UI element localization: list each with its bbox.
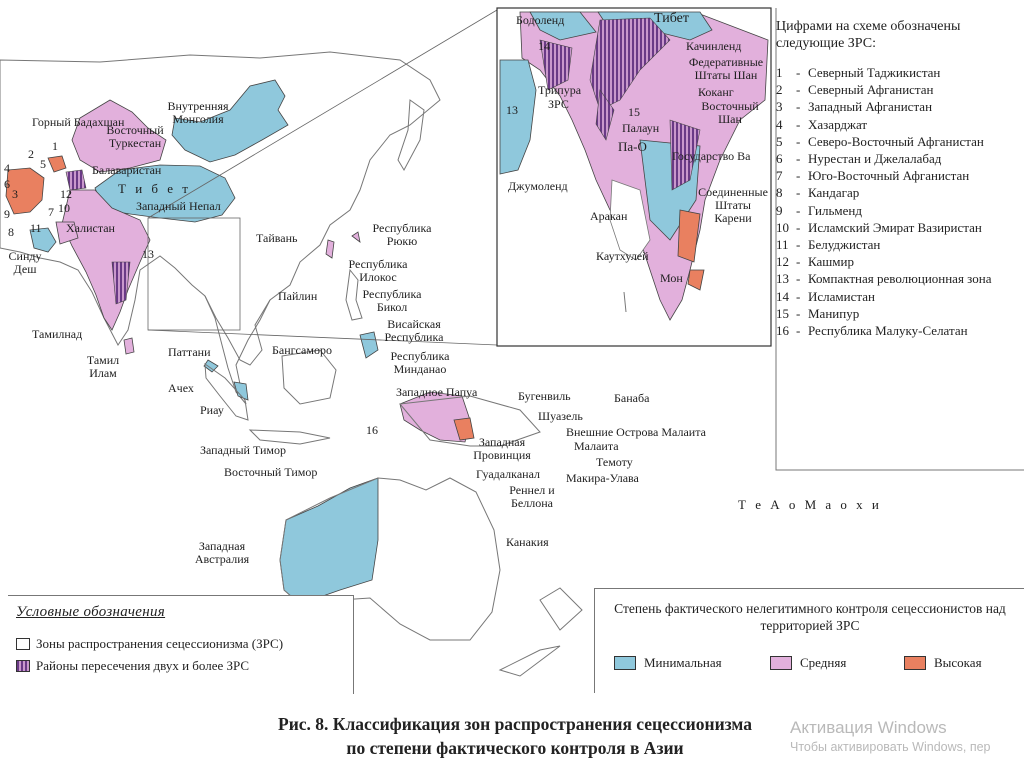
zone-legend-item xyxy=(776,253,1016,270)
label-pailin: Пайлин xyxy=(278,289,318,303)
zone-legend-name: Исламистан xyxy=(808,288,875,304)
zone-number-1: 1 xyxy=(52,139,58,153)
zone-number-10: 10 xyxy=(58,201,70,215)
control-degree-title: Степень фактического нелегитимного контроля сецессионистов над территорией ЗРС xyxy=(614,601,1006,633)
zone-legend-number: 5 xyxy=(776,133,783,149)
label-mindanao: Республика Минданао xyxy=(390,349,450,376)
label-temotu: Темоту xyxy=(596,455,633,469)
label-rennell-bellona: Реннел и Беллона xyxy=(509,483,555,510)
zone-legend-item xyxy=(776,236,1016,253)
inset-label-east-shan: Восточный Шан xyxy=(701,99,759,126)
inset-label-zrs: ЗРС xyxy=(548,97,569,111)
zone-legend-item xyxy=(776,116,1016,133)
label-tamil-ilam: Тамил Илам xyxy=(86,353,120,380)
symbol-overlap-label: Районы пересечения двух и более ЗРС xyxy=(36,658,250,673)
degree-minimal-item xyxy=(614,655,722,671)
label-west-australia: Западная Австралия xyxy=(194,539,250,566)
zone-number-3: 3 xyxy=(12,187,18,201)
zone-legend-name: Республика Малуку-Селатан xyxy=(808,323,968,339)
zone-number-8: 8 xyxy=(8,225,14,239)
zone-legend-dash: - xyxy=(796,288,801,304)
label-pattani: Паттани xyxy=(168,345,211,359)
inset-label-arakan: Аракан xyxy=(590,209,628,223)
zone-legend-dash: - xyxy=(796,185,801,201)
label-east-turkestan: Восточный Туркестан xyxy=(106,123,164,150)
label-inner-mongolia: Внутренняя Монголия xyxy=(167,99,229,126)
zone-legend-name: Компактная революционная зона xyxy=(808,271,992,287)
zone-number-12: 12 xyxy=(60,187,72,201)
symbol-overlap-row xyxy=(16,658,249,674)
label-balavaristan: Балаваристан xyxy=(92,163,162,177)
zone-legend-name: Западный Афганистан xyxy=(808,99,933,115)
zone-legend-item xyxy=(776,184,1016,201)
label-kanakia: Канакия xyxy=(506,535,549,549)
zone-legend-name: Хазарджат xyxy=(808,116,868,132)
zone-legend-name: Гильменд xyxy=(808,202,862,218)
zone-legend-number: 15 xyxy=(776,305,789,321)
label-riau: Риау xyxy=(200,403,224,417)
zone-legend-number: 3 xyxy=(776,99,783,115)
zone-legend-number: 1 xyxy=(776,65,783,80)
zone-legend-number: 4 xyxy=(776,116,783,132)
zone-legend-dash: - xyxy=(796,82,801,98)
zone-legend-dash: - xyxy=(796,237,801,253)
overlap-hatch-swatch xyxy=(16,660,30,672)
zone-legend-number: 11 xyxy=(776,237,789,253)
zone-legend-title: Цифрами на схеме обозначены следующие ЗРС: xyxy=(776,19,961,51)
zone-legend-number: 10 xyxy=(776,219,789,235)
label-west-timor: Западный Тимор xyxy=(200,443,286,457)
inset-label-pa-o: Па-О xyxy=(618,139,647,154)
degree-medium-label: Средняя xyxy=(800,655,847,670)
zone-legend-item xyxy=(776,305,1016,322)
zone-legend-item xyxy=(776,270,1016,287)
zone-legend-rows xyxy=(776,64,1016,339)
label-malaita: Малаита xyxy=(574,439,619,453)
zone-number-16: 16 xyxy=(366,423,378,437)
zone-number-2: 2 xyxy=(28,147,34,161)
zone-legend-name: Северо-Восточный Афганистан xyxy=(808,133,984,149)
label-bicol: Республика Бикол xyxy=(362,287,422,314)
degree-high-label: Высокая xyxy=(934,655,982,670)
zone-number-13-inset: 13 xyxy=(506,103,518,117)
zone-legend-number: 6 xyxy=(776,151,783,167)
degree-medium-item xyxy=(770,655,846,671)
zone-legend-number: 12 xyxy=(776,254,789,270)
inset-label-shan-states: Федеративные Штаты Шан xyxy=(688,55,764,82)
zone-number-5: 5 xyxy=(40,157,46,171)
inset-label-wa-state: Государство Ва xyxy=(672,149,751,163)
figure-caption xyxy=(190,712,840,760)
inset-label-kachinland: Качинленд xyxy=(686,39,742,53)
inset-label-tibet: Тибет xyxy=(654,11,689,26)
label-taiwan: Тайвань xyxy=(256,231,298,245)
zone-number-9: 9 xyxy=(4,207,10,221)
inset-label-bodoland: Бодоленд xyxy=(516,13,565,27)
inset-label-kokang: Коканг xyxy=(698,85,734,99)
zone-legend-number: 9 xyxy=(776,202,783,218)
degree-high-item xyxy=(904,655,982,671)
zone-legend-dash: - xyxy=(796,168,801,184)
zone-number-14: 14 xyxy=(538,39,550,53)
label-bangsamoro: Бангсаморо xyxy=(272,343,332,357)
zone-legend-dash: - xyxy=(796,133,801,149)
symbol-zones-label: Зоны распространения сецессионизма (ЗРС) xyxy=(36,636,284,651)
high-swatch xyxy=(904,656,926,670)
zone-legend-item xyxy=(776,288,1016,305)
zone-outline-swatch xyxy=(16,638,30,650)
zone-legend-name: Кандагар xyxy=(808,185,860,201)
zone-legend-dash: - xyxy=(796,65,801,80)
zone-legend-name: Нурестан и Джелалабад xyxy=(808,151,942,167)
label-khalistan: Халистан xyxy=(66,221,115,235)
zone-legend-name: Юго-Восточный Афганистан xyxy=(808,168,970,184)
zone-legend-dash: - xyxy=(796,323,801,339)
label-east-timor: Восточный Тимор xyxy=(224,465,318,479)
label-west-papua: Западное Папуа xyxy=(396,385,478,399)
zone-legend-number: 16 xyxy=(776,323,789,339)
zone-legend-item xyxy=(776,98,1016,115)
zone-legend-number: 7 xyxy=(776,168,783,184)
watermark-title: Активация Windows xyxy=(790,718,947,737)
inset-label-tripura: Трипура xyxy=(538,83,582,97)
zone-legend-name: Северный Таджикистан xyxy=(808,65,941,80)
zone-number-13: 13 xyxy=(142,247,154,261)
zone-legend-item xyxy=(776,81,1016,98)
zone-legend-dash: - xyxy=(796,219,801,235)
label-western-province: Западная Провинция xyxy=(473,435,531,462)
zone-legend-dash: - xyxy=(796,99,801,115)
zone-legend-name: Северный Афганистан xyxy=(808,82,934,98)
minimal-swatch xyxy=(614,656,636,670)
zone-legend-item xyxy=(776,167,1016,184)
label-visayas: Висайская Республика xyxy=(384,317,444,344)
zone-legend-dash: - xyxy=(796,116,801,132)
symbol-zones-row xyxy=(16,636,283,652)
zone-legend-number: 2 xyxy=(776,82,783,98)
caption-line-2: по степени фактического контроля в Азии xyxy=(346,738,684,758)
label-tamilnad: Тамилнад xyxy=(32,327,83,341)
zone-legend-name: Манипур xyxy=(808,305,860,321)
zone-legend-item xyxy=(776,322,1016,339)
label-west-nepal: Западный Непал xyxy=(136,199,221,213)
zone-number-15: 15 xyxy=(628,105,640,119)
inset-label-jumoland: Джумоленд xyxy=(508,179,568,193)
label-te-ao-maohi: Т е А о М а о х и xyxy=(738,497,882,512)
zone-legend-name: Белуджистан xyxy=(808,237,881,253)
zone-legend-item xyxy=(776,133,1016,150)
label-bougainville: Бугенвиль xyxy=(518,389,571,403)
zone-legend-list xyxy=(776,18,1016,339)
zone-legend-dash: - xyxy=(796,202,801,218)
zone-legend-item xyxy=(776,219,1016,236)
zone-legend-item xyxy=(776,150,1016,167)
medium-swatch xyxy=(770,656,792,670)
zone-number-7: 7 xyxy=(48,205,54,219)
symbols-legend-title: Условные обозначения xyxy=(16,604,166,620)
inset-label-karenni: Соединенные Штаты Карени xyxy=(698,185,768,225)
zone-legend-number: 14 xyxy=(776,288,789,304)
zone-legend-dash: - xyxy=(796,254,801,270)
zone-number-4: 4 xyxy=(4,161,10,175)
label-banaba: Банаба xyxy=(614,391,650,405)
zone-legend-dash: - xyxy=(796,271,801,287)
zone-number-11: 11 xyxy=(30,221,42,235)
caption-line-1: Рис. 8. Классификация зон распространения сецессионизма xyxy=(278,714,752,734)
windows-activation-watermark xyxy=(790,718,991,754)
label-ilocos: Республика Илокос xyxy=(348,257,408,284)
label-choiseul: Шуазель xyxy=(538,409,583,423)
zone-legend-item xyxy=(776,202,1016,219)
label-aceh: Ачех xyxy=(168,381,194,395)
label-sindhu-desh: Синду Деш xyxy=(8,249,42,276)
label-guadalcanal: Гуадалканал xyxy=(476,467,540,481)
zone-legend-item xyxy=(776,64,1016,81)
inset-label-mon: Мон xyxy=(660,271,683,285)
sri-lanka xyxy=(124,338,134,354)
zone-number-6: 6 xyxy=(4,177,10,191)
zone-legend-number: 8 xyxy=(776,185,783,201)
inset-label-kawthoolei: Каутхулей xyxy=(596,249,649,263)
zone-legend-number: 13 xyxy=(776,271,789,287)
inset-label-palaung: Палаун xyxy=(622,121,660,135)
label-ryukyu: Республика Рюкю xyxy=(372,221,432,248)
zone-legend-dash: - xyxy=(796,151,801,167)
label-tibet: Т и б е т xyxy=(118,181,191,196)
degree-minimal-label: Минимальная xyxy=(644,655,722,670)
zone-legend-name: Кашмир xyxy=(808,254,854,270)
label-gorny-badakhshan: Горный Бадахшан xyxy=(32,115,125,129)
zone-legend-name: Исламский Эмират Вазиристан xyxy=(808,219,982,235)
zone-legend-dash: - xyxy=(796,305,801,321)
label-makira-ulawa: Макира-Улава xyxy=(566,471,639,485)
label-outer-malaita: Внешние Острова Малаита xyxy=(566,425,706,439)
watermark-subtitle: Чтобы активировать Windows, пер xyxy=(790,740,991,754)
